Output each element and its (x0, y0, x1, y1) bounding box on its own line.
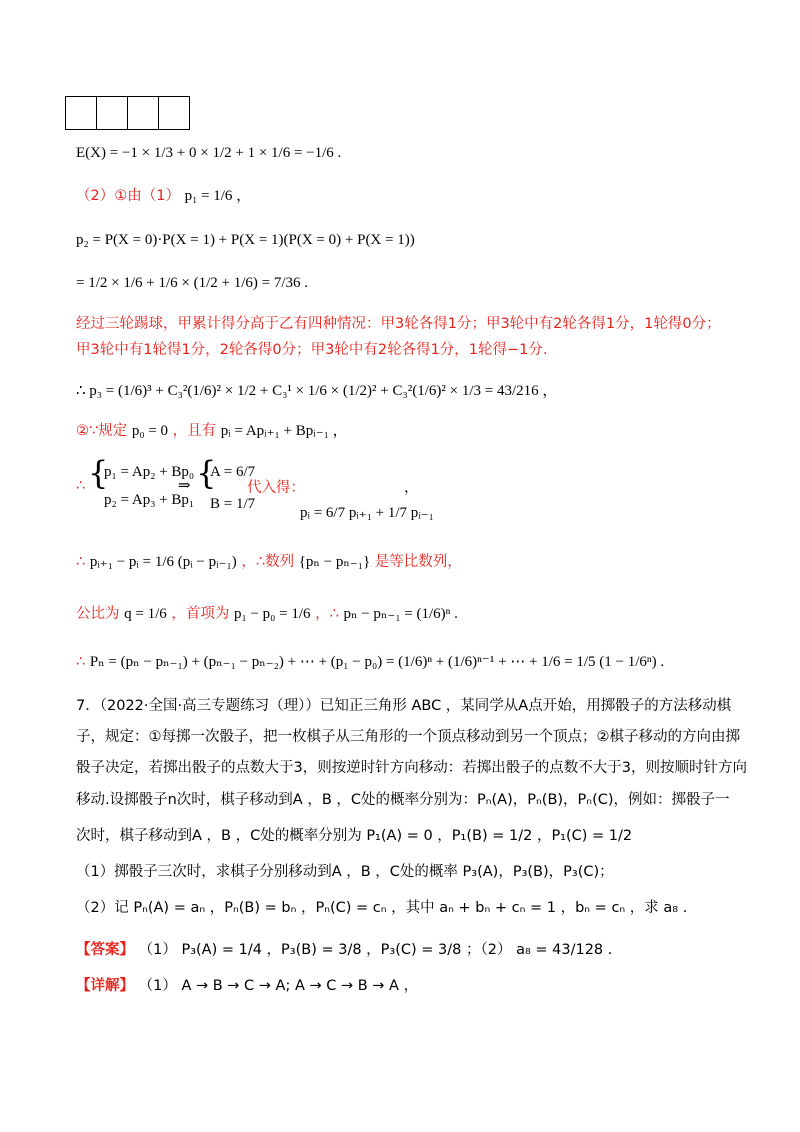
q7-line-2: 子，规定：①每掷一次骰子，把一枚棋子从三角形的一个顶点移动到另一个顶点；②棋子移动的方向由掷 (76, 729, 740, 745)
p2-value: = 1/2 × 1/6 + 1/6 × (1/2 + 1/6) = 7/36 . (76, 275, 309, 291)
difference-therefore: ∴ (76, 554, 86, 570)
rule-line (76, 421, 348, 441)
pn-therefore: ∴ (76, 654, 86, 670)
ratio-therefore: ，∴ (315, 606, 339, 622)
cases-line-2: 甲3轮中有1轮得1分，2轮各得0分；甲3轮中有2轮各得1分，1轮得−1分. (76, 342, 548, 358)
q7-line-1: 7．（2022·全国·高三专题练习（理））已知正三角形 ABC ，某同学从A点开始，用掷骰子的方法移动棋 (76, 698, 732, 714)
q7-part2: （2）记 Pₙ(A) = aₙ ，Pₙ(B) = bₙ ，Pₙ(C) = cₙ ，其中 aₙ + bₙ + cₙ = 1 ，bₙ = cₙ ，求 a₈ . (76, 900, 688, 916)
answer-line (76, 940, 612, 960)
rule-p0: p₀ = 0 (131, 423, 169, 439)
part2-line (76, 186, 251, 206)
system-eq-2: p₂ = Ap₃ + Bp₁ (104, 492, 195, 508)
system-therefore (76, 476, 85, 496)
answer-tag: 【答案】 (76, 942, 134, 958)
difference-conclusion: 是等比数列， (374, 554, 462, 570)
substitute-equation: pᵢ = 6/7 pᵢ₊₁ + 1/7 pᵢ₋₁ (300, 505, 434, 521)
p3-equation: ∴ p₃ = (1/6)³ + C₃²(1/6)² × 1/2 + C₃¹ × 1/6 × (1/2)² + C₃²(1/6)² × 1/3 = 43/216 ， (76, 383, 558, 399)
solution-left-brace: { (196, 454, 217, 492)
q7-line-5: 次时，棋子移动到A ，B ，C处的概率分别为 P₁(A) = 0 ，P₁(B) = 1/2 ，P₁(C) = 1/2 (76, 828, 633, 844)
part2-intro: （2）①由（1） (76, 188, 180, 204)
system-eq-1: p₁ = Ap₂ + Bp₀ (104, 464, 195, 480)
difference-text: ，∴数列 (241, 554, 295, 570)
expectation-line: E(X) = −1 × 1/3 + 0 × 1/2 + 1 × 1/6 = −1/6 . (76, 145, 342, 161)
q7-part1: （1）掷骰子三次时，求棋子分别移动到A ，B ，C处的概率 P₃(A)，P₃(B)，P₃(C)； (76, 864, 614, 880)
q7-line-3: 骰子决定，若掷出骰子的点数大于3，则按逆时针方向移动：若掷出骰子的点数不大于3，则按顺时针方向 (76, 760, 747, 776)
rule-recurrence: pᵢ = Apᵢ₊₁ + Bpᵢ₋₁ ， (220, 423, 348, 439)
answer-body: （1） P₃(A) = 1/4 ，P₃(B) = 3/8 ，P₃(C) = 3/8 ；（2） a₈ = 43/128 . (138, 942, 613, 958)
table-cell (96, 96, 128, 130)
rule-text-2: ，且有 (172, 423, 217, 439)
substitute-text: 代入得： (247, 480, 305, 496)
p2-equation: p₂ = P(X = 0)·P(X = 1) + P(X = 1)(P(X = 0) + P(X = 1)) (76, 232, 415, 248)
ratio-label: 公比为 (76, 606, 120, 622)
solution-a: A = 6/7 (210, 464, 256, 480)
substitute-comma: ， (404, 480, 419, 496)
pn-equation: Pₙ = (pₙ − pₙ₋₁) + (pₙ₋₁ − pₙ₋₂) + ⋯ + (p₁ − p₀) = (1/6)ⁿ + (1/6)ⁿ⁻¹ + ⋯ + 1/6 = 1/5 (1 − 1/6ⁿ) . (89, 654, 665, 670)
table-cell (127, 96, 159, 130)
q7-line-4: 移动.设掷骰子n次时，棋子移动到A ，B ，C处的概率分别为：Pₙ(A)，Pₙ(B)，Pₙ(C)，例如：掷骰子一 (76, 792, 730, 808)
table-cell (65, 96, 97, 130)
detail-tag: 【详解】 (76, 978, 134, 994)
blank-table (65, 96, 190, 130)
ratio-value: q = 1/6 (124, 606, 167, 622)
table-cell (158, 96, 190, 130)
general-difference: pₙ − pₙ₋₁ = (1/6)ⁿ . (343, 606, 458, 622)
implies-arrow: ⇒ (178, 478, 191, 494)
detail-line (76, 976, 418, 996)
rule-text-1: ②∵规定 (76, 423, 128, 439)
p1-value: p₁ = 1/6 ， (184, 188, 252, 204)
solution-b: B = 1/7 (210, 496, 256, 512)
first-term-label: ，首项为 (171, 606, 230, 622)
detail-body: （1） A → B → C → A; A → C → B → A ， (138, 978, 419, 994)
system-left-brace: { (88, 454, 109, 492)
first-term-value: p₁ − p₀ = 1/6 (233, 606, 311, 622)
cases-line-1: 经过三轮踢球，甲累计得分高于乙有四种情况：甲3轮各得1分；甲3轮中有2轮各得1分，1轮得0分； (76, 316, 721, 332)
difference-relation: pᵢ₊₁ − pᵢ = 1/6 (pᵢ − pᵢ₋₁) (89, 554, 237, 570)
pn-line (76, 652, 664, 672)
difference-line (76, 552, 462, 572)
difference-sequence: {pₙ − pₙ₋₁} (298, 554, 371, 570)
ratio-line (76, 604, 458, 624)
therefore-symbol: ∴ (76, 478, 86, 494)
